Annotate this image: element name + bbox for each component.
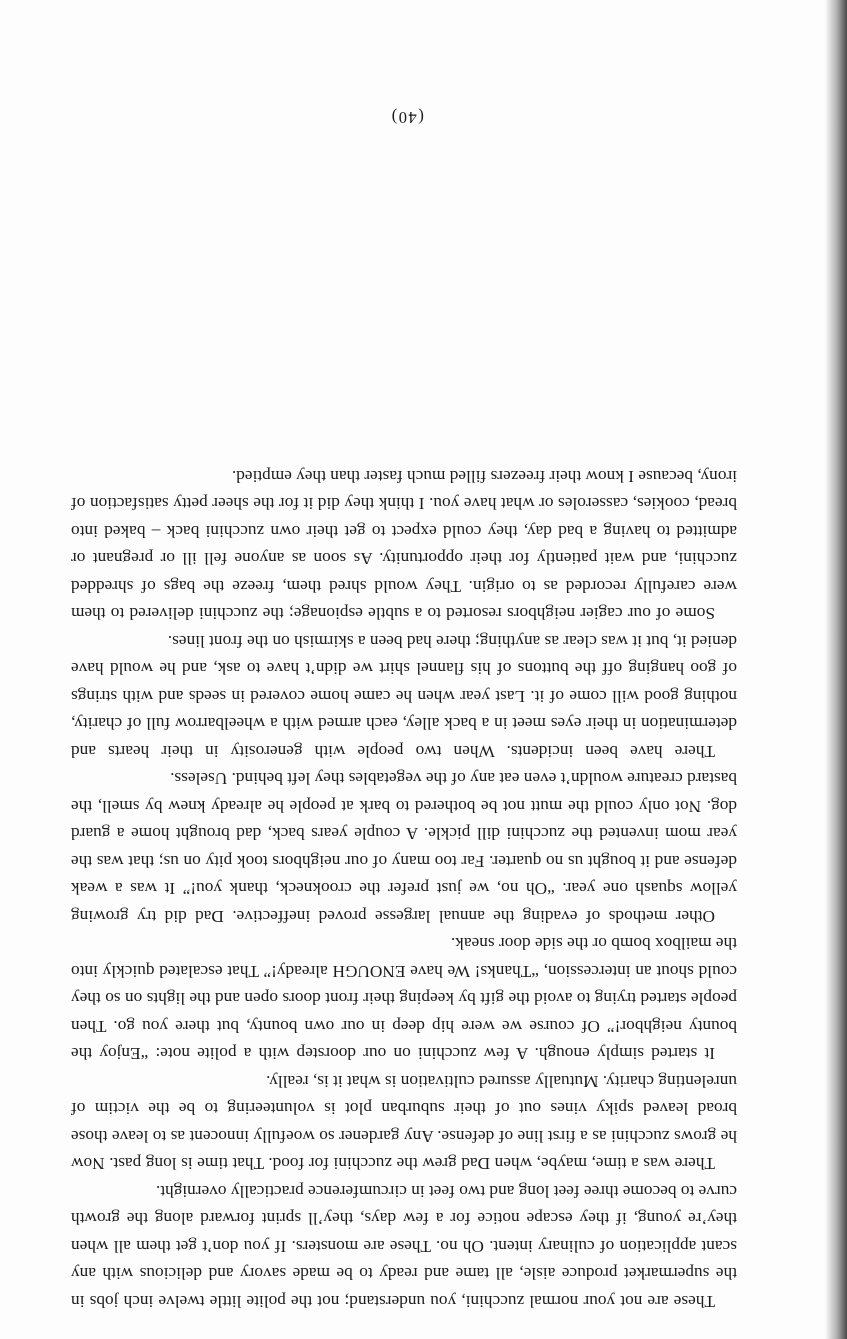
paragraph: Other methods of evading the annual largesse proved ineffective. Dad did try growing yellow squash one year. “Oh no, we just prefer the crookneck, thank you!” It was a weak defense and it bought us no quarter. Far too many of our neighbors took pity on us; that was the year mom invented the zucchini dill pickle. A couple years back, dad brought home a guard dog. Not only could the mutt not be bothered to bark at people he already knew by smell, the bastard creature wouldn’t even eat any of the vegetables they left behind. Useless. (71, 769, 737, 926)
paragraph: There was a time, maybe, when Dad grew the zucchini for food. That time is long past. Now he grows zucchini as a first line of defense. Any gardener so woefully innocent as to leave those broad leaved spiky vines out of their suburban plot is volunteering to be the victim of unrelenting charity. Mutually assured cultivation is what it is, really. (71, 1072, 737, 1174)
page-edge-shadow (825, 0, 847, 1339)
paragraph: Some of our cagier neighbors resorted to a subtle espionage; the zucchini delivered to them were carefully recorded as to origin. They would shred them, freeze the bags of shredded zucchini, and wait patiently for their opportunity. As soon as anyone fell ill or pregnant or admitted to having a bad day, they could expect to get their own zucchini back – baked into bread, cookies, casseroles or what have you. I think they did it for the sheer petty satisfaction of irony, because I know their freezers filled much faster than they emptied. (71, 467, 737, 624)
paragraph: There have been incidents. When two people with generosity in their hearts and determination in their eyes meet in a back alley, each armed with a wheelbarrow full of charity, nothing good will come of it. Last year when he came home covered in seeds and with strings of goo hanging off the buttons of his flannel shirt we didn’t have to ask, and he would have denied it, but it was clear as anything; there had been a skirmish on the front lines. (71, 632, 737, 761)
page-number: (40) (390, 108, 424, 127)
paragraph: It started simply enough. A few zucchini on our doorstep with a polite note: “Enjoy the bounty neighbor!” Of course we were hip deep in our own bounty, but there you go. Then people started trying to avoid the gift by keeping their front doors open and the lights on so they could shout an intercession, “Thanks! We have ENOUGH already!” That escalated quickly into the mailbox bomb or the side door sneak. (71, 934, 737, 1064)
paragraph: These are not your normal zucchini, you understand; not the polite little twelve inch jobs in the supermarket produce aisle, all tame and ready to be made savory and delicious with any scant application of culinary intent. Oh no. These are monsters. If you don’t get them all when they’re young, if they escape notice for a few days, they’ll sprint forward along the growth curve to become three feet long and two feet in circumference practically overnight. (71, 1182, 737, 1311)
body-text (71, 463, 737, 1316)
